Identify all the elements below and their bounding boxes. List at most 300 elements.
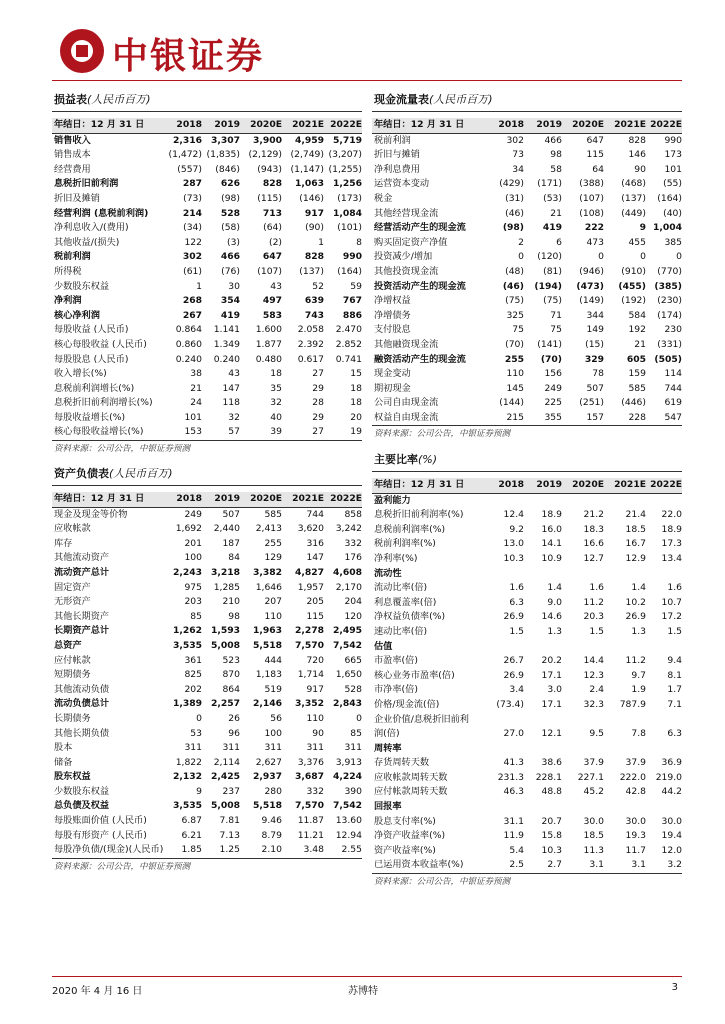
row-label: 股息支付率(%) — [374, 815, 436, 827]
table-row — [372, 250, 682, 265]
cell-value: 466 — [544, 134, 562, 146]
row-label: 现金及现金等价物 — [54, 508, 128, 520]
cell-value: 9.0 — [547, 596, 562, 608]
cell-value: 21 — [634, 338, 646, 350]
cell-value — [524, 640, 562, 655]
cell-value: 73 — [512, 149, 524, 161]
cell-value: 100 — [264, 727, 282, 739]
table-row — [372, 163, 682, 178]
cell-value: (171) — [537, 178, 562, 190]
cell-value: 14.4 — [583, 655, 604, 667]
cell-value: 37.9 — [625, 757, 646, 769]
cell-value: 2,257 — [210, 698, 240, 710]
cell-value: 20.3 — [583, 611, 604, 623]
cell-value: 18 — [270, 368, 282, 380]
cell-value: 201 — [184, 537, 202, 549]
table-row — [372, 367, 682, 382]
table-row — [372, 148, 682, 163]
table-row — [52, 323, 362, 338]
table-row — [52, 683, 362, 698]
row-label: 每股收益 (人民币) — [54, 324, 129, 336]
cell-value: 98 — [550, 149, 562, 161]
cell-value: (15) — [585, 338, 604, 350]
column-header-label: 年结日：12 月 31 日 — [52, 118, 164, 133]
cell-value: 870 — [222, 669, 240, 681]
row-label: 价格/现金流(倍) — [374, 698, 440, 710]
cell-value: (1,472) — [168, 149, 202, 161]
cell-value: 390 — [344, 785, 362, 797]
table-row — [372, 858, 682, 873]
row-label: 每股股息 (人民币) — [54, 353, 129, 365]
cell-value: 3,242 — [335, 523, 362, 535]
cell-value: 3.48 — [282, 843, 324, 858]
cell-value: 990 — [664, 134, 682, 146]
cell-value — [486, 493, 524, 508]
table-row — [372, 785, 682, 800]
cell-value: 11.9 — [503, 830, 524, 842]
table-row — [372, 800, 682, 815]
page-number: 3 — [671, 982, 678, 993]
cell-value: 267 — [182, 309, 202, 321]
cell-value: (115) — [257, 192, 282, 204]
cell-value: 3,620 — [297, 523, 324, 535]
cell-value: 118 — [222, 397, 240, 409]
cell-value: 2,843 — [332, 698, 362, 710]
cell-value: 828 — [262, 178, 282, 190]
cell-value — [562, 493, 604, 508]
table-row — [52, 537, 362, 552]
cell-value: (137) — [621, 192, 646, 204]
column-header-year: 2020E — [562, 478, 604, 493]
cell-value: (174) — [657, 309, 682, 321]
page-footer — [52, 980, 682, 996]
cell-value: 122 — [184, 236, 202, 248]
cell-value: 12.4 — [503, 509, 524, 521]
ratios-table — [372, 478, 682, 874]
cell-value: (108) — [579, 207, 604, 219]
cell-value: 2.852 — [335, 338, 362, 350]
cell-value: 115 — [306, 610, 324, 622]
cell-value: 146 — [628, 149, 646, 161]
cell-value: 13.0 — [503, 538, 524, 550]
cell-value: 3,218 — [210, 566, 240, 578]
cell-value: 9.2 — [509, 523, 524, 535]
cell-value: 507 — [586, 382, 604, 394]
cashflow-statement — [372, 90, 682, 442]
table-row — [52, 712, 362, 727]
row-label: 其他收益/(损失) — [54, 236, 120, 248]
cell-value: 205 — [306, 596, 324, 608]
cell-value: 355 — [524, 411, 562, 426]
row-label: 估值 — [374, 640, 393, 652]
cell-value: 110 — [306, 712, 324, 724]
cell-value: 8.79 — [261, 829, 282, 841]
cell-value: (137) — [299, 265, 324, 277]
cell-value: 311 — [222, 742, 240, 754]
cell-value: 419 — [220, 309, 240, 321]
cell-value: 26.9 — [503, 669, 524, 681]
table-row — [52, 639, 362, 654]
cell-value: (2,749) — [290, 149, 324, 161]
table-row — [372, 610, 682, 625]
cell-value: 1,063 — [294, 178, 324, 190]
cell-value — [604, 713, 646, 728]
table-row — [372, 683, 682, 698]
cell-value: 12.9 — [625, 552, 646, 564]
cell-value: 19.4 — [661, 830, 682, 842]
cashflow-table — [372, 118, 682, 426]
cell-value: 37.9 — [583, 757, 604, 769]
income-table — [52, 118, 362, 441]
row-label: 销售成本 — [54, 149, 91, 161]
table-row — [52, 236, 362, 251]
cell-value: 828 — [304, 251, 324, 263]
row-label: 应付帐款周转天数 — [374, 786, 448, 798]
cell-value: 1.9 — [631, 684, 646, 696]
cell-value: 2.392 — [297, 338, 324, 350]
cell-value: 325 — [506, 309, 524, 321]
cell-value: 237 — [222, 785, 240, 797]
cell-value: 120 — [344, 610, 362, 622]
cell-value: (455) — [618, 280, 646, 292]
cell-value: 187 — [222, 537, 240, 549]
cell-value: (164) — [657, 192, 682, 204]
cell-value: 19.3 — [625, 830, 646, 842]
cell-value: 21.2 — [583, 509, 604, 521]
cell-value: 0 — [676, 251, 682, 263]
cell-value: 5,008 — [210, 639, 240, 651]
cell-value: 147 — [306, 552, 324, 564]
row-label: 盈利能力 — [374, 494, 411, 506]
cell-value: 2.7 — [524, 858, 562, 873]
cell-value: 78 — [592, 368, 604, 380]
row-label: 净权益负债率(%) — [374, 611, 446, 623]
row-label: 总资产 — [54, 639, 82, 651]
table-row — [52, 668, 362, 683]
table-row — [372, 493, 682, 508]
cell-value: 17.1 — [541, 698, 562, 710]
key-ratios — [372, 450, 682, 890]
row-label: 润(倍) — [374, 728, 400, 740]
cell-value: 7.13 — [219, 829, 240, 841]
cell-value: 1,183 — [255, 669, 282, 681]
table-row — [372, 309, 682, 324]
table-row — [372, 221, 682, 236]
cell-value — [524, 742, 562, 757]
cell-value: 9.46 — [261, 815, 282, 827]
cell-value: (946) — [579, 265, 604, 277]
cell-value: 329 — [584, 353, 604, 365]
cell-value: 3.1 — [604, 858, 646, 873]
cell-value: 22.0 — [661, 509, 682, 521]
table-row — [52, 595, 362, 610]
cell-value — [524, 493, 562, 508]
cell-value: 519 — [264, 683, 282, 695]
cell-value: 27 — [312, 368, 324, 380]
cell-value: 858 — [344, 508, 362, 520]
table-row — [372, 640, 682, 655]
row-label: 利息覆盖率(倍) — [374, 596, 437, 608]
cell-value: 1.4 — [631, 582, 646, 594]
table-row — [372, 771, 682, 786]
cell-value: 30.0 — [661, 815, 682, 827]
cell-value: 647 — [586, 134, 604, 146]
table-row — [52, 163, 362, 178]
cell-value: 14.1 — [541, 538, 562, 550]
row-label: 净增债务 — [374, 309, 411, 321]
cell-value: 249 — [544, 382, 562, 394]
cell-value: 744 — [664, 382, 682, 394]
cell-value: 75 — [512, 324, 524, 336]
row-label: 经营费用 — [54, 163, 91, 175]
cell-value: 11.7 — [625, 844, 646, 856]
cell-value — [604, 493, 646, 508]
cell-value: (505) — [654, 353, 682, 365]
cell-value: 59 — [350, 280, 362, 292]
cell-value: 149 — [586, 324, 604, 336]
cell-value: 1,692 — [175, 523, 202, 535]
cell-value: (46) — [505, 207, 524, 219]
cell-value: 1,714 — [297, 669, 324, 681]
cell-value — [646, 713, 682, 728]
cell-value: 12.7 — [583, 552, 604, 564]
cell-value: 225 — [544, 397, 562, 409]
cell-value: (230) — [657, 295, 682, 307]
bank-logo-icon — [60, 29, 104, 73]
cell-value: 230 — [664, 324, 682, 336]
row-label: 税前利润 — [54, 251, 91, 263]
row-label: 流动比率(倍) — [374, 582, 428, 594]
cell-value: 2,495 — [332, 625, 362, 637]
cell-value: 207 — [264, 596, 282, 608]
cell-value: (1,147) — [290, 163, 324, 175]
cell-value: 466 — [220, 251, 240, 263]
cell-value: 29 — [312, 382, 324, 394]
cell-value — [486, 713, 524, 728]
cell-value: 10.3 — [541, 844, 562, 856]
row-label: 其他投资现金流 — [374, 265, 439, 277]
cell-value: 1.85 — [164, 843, 202, 858]
header-row — [372, 478, 682, 493]
cell-value — [562, 640, 604, 655]
cell-value: 1,646 — [255, 581, 282, 593]
cell-value: (120) — [537, 251, 562, 263]
cell-value: 26.9 — [625, 611, 646, 623]
cell-value — [604, 640, 646, 655]
row-label: 应付帐款 — [54, 654, 91, 666]
row-label: 净利息收入/(费用) — [54, 222, 129, 234]
cell-value — [646, 640, 682, 655]
table-row — [52, 697, 362, 712]
row-label: 流动性 — [374, 567, 402, 579]
balance-sheet — [52, 464, 362, 875]
cell-value: 15 — [350, 368, 362, 380]
table-row — [52, 624, 362, 639]
cell-value: 18.9 — [661, 523, 682, 535]
cell-value: 231.3 — [497, 771, 524, 783]
cell-value: 3.1 — [562, 858, 604, 873]
table-row — [372, 294, 682, 309]
cell-value: 38.6 — [541, 757, 562, 769]
table-row — [52, 338, 362, 353]
cell-value: 2.55 — [324, 843, 362, 858]
cell-value: (770) — [657, 265, 682, 277]
row-label: 少数股东权益 — [54, 280, 110, 292]
row-label: 净增权益 — [374, 295, 411, 307]
row-label: 息税前利润增长(%) — [54, 382, 135, 394]
table-row — [372, 713, 682, 728]
cell-value: 0.864 — [175, 324, 202, 336]
cell-value: 0.617 — [297, 353, 324, 365]
cell-value: 1.141 — [213, 324, 240, 336]
table-row — [52, 192, 362, 207]
cell-value: 96 — [228, 727, 240, 739]
table-row — [372, 523, 682, 538]
cell-value: (429) — [499, 178, 524, 190]
cell-value: 3.0 — [547, 684, 562, 696]
cell-value: 17.1 — [541, 669, 562, 681]
cell-value: 0.240 — [175, 353, 202, 365]
row-label: 投资减少/增加 — [374, 251, 433, 263]
cell-value: 192 — [628, 324, 646, 336]
row-label: 息税折旧前利润率(%) — [374, 509, 464, 521]
cell-value: 787.9 — [619, 698, 646, 710]
cell-value: 5,518 — [252, 800, 282, 812]
cell-value: 2,440 — [213, 523, 240, 535]
table-row — [52, 799, 362, 814]
cell-value: 268 — [182, 295, 202, 307]
cell-value: 203 — [184, 596, 202, 608]
cell-value: (1,835) — [206, 149, 240, 161]
table-row — [52, 177, 362, 192]
cell-value: 227.1 — [577, 771, 604, 783]
cell-value: 7,542 — [332, 639, 362, 651]
cell-value: 354 — [220, 295, 240, 307]
cell-value: 1,593 — [210, 625, 240, 637]
row-label: 现金变动 — [374, 368, 411, 380]
column-header-year: 2019 — [202, 118, 240, 133]
cell-value: 21 — [190, 382, 202, 394]
cell-value: (910) — [621, 265, 646, 277]
row-label: 运营资本变动 — [374, 178, 430, 190]
cell-value: 825 — [184, 669, 202, 681]
cell-value: 9.5 — [589, 728, 604, 740]
cell-value: 75 — [550, 324, 562, 336]
table-row — [52, 250, 362, 265]
cell-value: 0 — [598, 251, 604, 263]
cell-value: 21 — [550, 207, 562, 219]
table-row — [372, 727, 682, 742]
cell-value: 287 — [182, 178, 202, 190]
cell-value — [486, 742, 524, 757]
cell-value: 215 — [486, 411, 524, 426]
cell-value: 647 — [262, 251, 282, 263]
cell-value: 767 — [342, 295, 362, 307]
column-header-year: 2018 — [164, 492, 202, 507]
cell-value: (3) — [226, 236, 240, 248]
row-label: 融资活动产生的现金流 — [374, 353, 466, 365]
cell-value: 11.87 — [297, 815, 324, 827]
cell-value: 1,650 — [335, 669, 362, 681]
cell-value: 10.7 — [661, 596, 682, 608]
cell-value: 1,262 — [172, 625, 202, 637]
cell-value: 100 — [184, 552, 202, 564]
cashflow-source: 资料来源：公司公告，中银证券预测 — [374, 429, 511, 440]
cell-value: 1.877 — [255, 338, 282, 350]
cell-value: 1.5 — [667, 625, 682, 637]
cell-value: 101 — [184, 411, 202, 423]
cell-value: 204 — [344, 596, 362, 608]
row-label: 无形资产 — [54, 596, 91, 608]
row-label: 息税折旧前利润 — [54, 178, 119, 190]
table-row — [52, 551, 362, 566]
cell-value: 585 — [628, 382, 646, 394]
cell-value: 864 — [222, 683, 240, 695]
cell-value: (70) — [540, 353, 562, 365]
cell-value: 0 — [640, 251, 646, 263]
cell-value: (40) — [663, 207, 682, 219]
table-row — [52, 581, 362, 596]
cell-value: 21.4 — [625, 509, 646, 521]
row-label: 每股账面价值 (人民币) — [54, 815, 147, 827]
cell-value: 222.0 — [619, 771, 646, 783]
row-label: 速动比率(倍) — [374, 625, 428, 637]
cell-value: 6.3 — [509, 596, 524, 608]
table-row — [372, 382, 682, 397]
cell-value: (144) — [499, 397, 524, 409]
cell-value: 7,542 — [332, 800, 362, 812]
cell-value: 153 — [164, 425, 202, 440]
cell-value: 219.0 — [655, 771, 682, 783]
cell-value: (468) — [621, 178, 646, 190]
row-label: 短期债务 — [54, 669, 91, 681]
column-header-year: 2019 — [202, 492, 240, 507]
cell-value: 30 — [228, 280, 240, 292]
cell-value: 6.3 — [667, 728, 682, 740]
cell-value: 145 — [506, 382, 524, 394]
cell-value: 3,382 — [252, 566, 282, 578]
cell-value: 361 — [184, 654, 202, 666]
table-row — [52, 770, 362, 785]
cell-value: 147 — [222, 382, 240, 394]
cell-value: 2,627 — [255, 756, 282, 768]
cell-value: 605 — [626, 353, 646, 365]
cell-value: 8 — [356, 236, 362, 248]
row-label: 其他融资现金流 — [374, 338, 439, 350]
cell-value: 344 — [586, 309, 604, 321]
cell-value — [562, 713, 604, 728]
row-label: 经营利润 (息税前利润) — [54, 207, 149, 219]
row-label: 核心净利润 — [54, 309, 100, 321]
row-label: 少数股东权益 — [54, 785, 110, 797]
cell-value: (388) — [579, 178, 604, 190]
cell-value: 110 — [506, 368, 524, 380]
row-label: 核心每股收益增长(%) — [52, 425, 164, 440]
row-label: 每股收益增长(%) — [54, 411, 126, 423]
cell-value: 85 — [350, 727, 362, 739]
cell-value: (64) — [263, 222, 282, 234]
table-row — [52, 396, 362, 411]
cell-value: 30.0 — [625, 815, 646, 827]
cell-value — [524, 800, 562, 815]
cell-value: 1.5 — [509, 625, 524, 637]
cell-value: (943) — [257, 163, 282, 175]
row-label: 流动负债总计 — [54, 698, 110, 710]
column-header-year: 2021E — [282, 492, 324, 507]
column-header-year: 2022E — [324, 492, 362, 507]
table-row — [52, 756, 362, 771]
cell-value: 11.3 — [583, 844, 604, 856]
